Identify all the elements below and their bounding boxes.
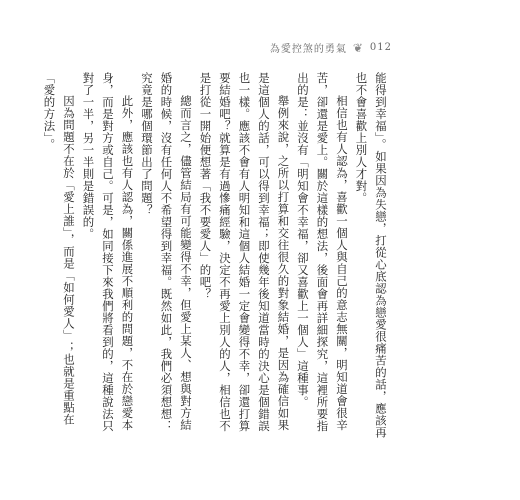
paragraph-2: 相信也有人認為，喜歡一個人與自己的意志無關，明知道會很辛苦，卻還是愛上。關於這樣的想法，後面會再詳細探究，這裡所要指出的是：並沒有「明知會不幸福，卻又喜歡上一個人」這種事。 — [296, 72, 349, 432]
ornament-icon: ❦ — [352, 40, 364, 55]
paragraph-4: 總而言之，儘管結局有可能變得不幸，但愛上某人、想與對方結婚的時候，沒有任何人不希望得到幸福。既然如此，我們必須想想：究竟是哪個環節出了問題？ — [140, 72, 193, 432]
paragraph-5: 此外，應該也有人認為，關係進展不順利的問題，不在於戀愛本身，而是對方或自己。可是，如同接下來我們將看到的，這種說法只對了一半，另一半則是錯誤的。 — [81, 72, 135, 432]
paragraph-6: 因為問題不在於「愛上誰」，而是「如何愛人」；也就是重點在「愛的方法」。 — [42, 72, 76, 426]
paragraph-3: 舉例來說，之所以打算和交往很久的對象結婚，是因為確信如果是這個人的話，可以得到幸福；即使幾年後知道當時的決心是個錯誤也一樣。應該不會有人明知和這個人結婚一定會變得不幸，卻還打算要結婚吧？就算是有過慘痛經驗，決定不再愛上別人的人，相信也不是打從一開始便想著「我不要愛人」的吧？ — [198, 72, 291, 432]
page-number: 012 — [369, 42, 392, 53]
paragraph-1: 能得到幸福」。如果因為失戀，打從心底認為戀愛很痛苦的話，應該再也不會喜歡上別人才對。 — [354, 72, 388, 439]
page-body — [42, 72, 390, 442]
running-header — [270, 40, 392, 55]
book-title: 為愛控煞的勇氣 — [269, 44, 347, 55]
